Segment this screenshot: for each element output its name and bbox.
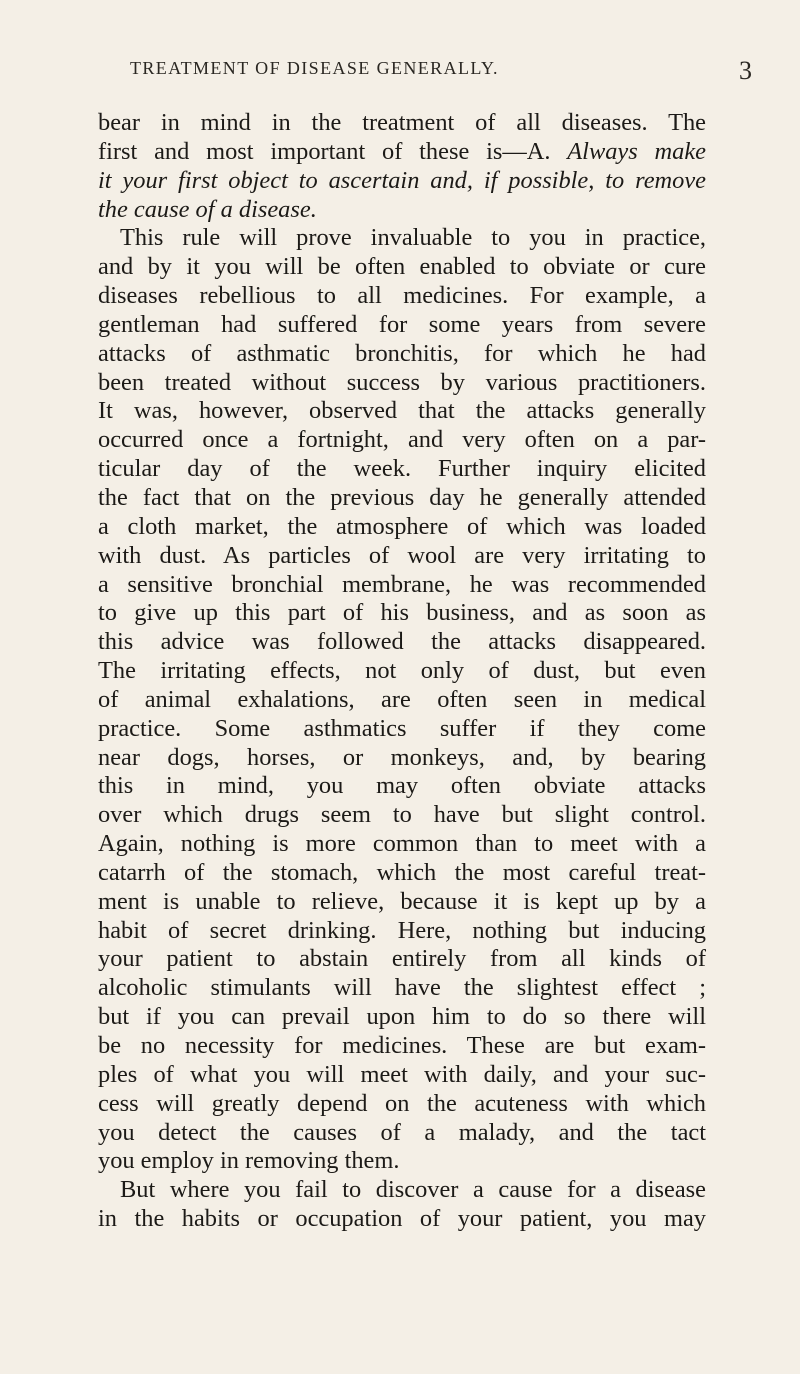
text-line: this advice was followed the attacks disappeared. [98,628,706,656]
text-line: to give up this part of his business, and as soon as [98,599,706,627]
text-line: this in mind, you may often obviate attacks [98,772,706,800]
text-line: catarrh of the stomach, which the most careful treat- [98,858,706,886]
text-line: This rule will prove invaluable to you in practice, [120,224,706,252]
text-line: a cloth market, the atmosphere of which was loaded [98,512,706,540]
text-line: with dust. As particles of wool are very irritating to [98,541,706,569]
rule-emphasis: Always make [567,137,707,165]
text-line: But where you fail to discover a cause for a disease [120,1176,706,1204]
text-line: be no necessity for medicines. These are but exam- [98,1032,706,1059]
text-line: you detect the causes of a malady, and the tact [98,1118,706,1146]
text-line: diseases rebellious to all medicines. For example, a [98,282,706,310]
text-line: It was, however, observed that the attacks generally [98,397,706,425]
text-line: but if you can prevail upon him to do so there will [98,1003,706,1031]
page-number: 3 [739,56,752,85]
text-line: practice. Some asthmatics suffer if they come [98,714,706,742]
text-line: the fact that on the previous day he generally attended [98,483,706,511]
text-line: over which drugs seem to have but slight control. [98,801,706,829]
text-line: Again, nothing is more common than to meet with a [98,830,706,858]
text-line: alcoholic stimulants will have the slightest effect ; [98,974,706,1002]
text-line: cess will greatly depend on the acuteness with which [98,1089,706,1117]
text-line-part: first and most important of these is—A. [98,137,568,165]
text-line: in the habits or occupation of your patient, you may [98,1205,706,1233]
text-line: ples of what you will meet with daily, and your suc- [98,1060,706,1088]
text-line: near dogs, horses, or monkeys, and, by bearing [98,743,706,771]
text-line [98,138,706,167]
text-line: the cause of a disease. [98,195,317,223]
body-text [98,109,706,1234]
text-line: a sensitive bronchial membrane, he was recommended [98,570,706,598]
text-line: of animal exhalations, are often seen in medical [98,685,706,713]
text-line: The irritating effects, not only of dust, but even [98,657,706,685]
text-line: and by it you will be often enabled to obviate or cure [98,253,706,281]
text-line: ticular day of the week. Further inquiry elicited [98,455,706,483]
text-line: ment is unable to relieve, because it is kept up by a [98,887,706,915]
text-line: it your first object to ascertain and, if possible, to remove [98,166,706,194]
text-line: you employ in removing them. [98,1147,400,1175]
text-line: bear in mind in the treatment of all diseases. The [98,109,706,136]
text-line: habit of secret drinking. Here, nothing but inducing [98,916,706,944]
text-line: gentleman had suffered for some years from severe [98,310,706,338]
text-line: attacks of asthmatic bronchitis, for which he had [98,339,706,367]
text-line: been treated without success by various practitioners. [98,368,706,396]
text-line: occurred once a fortnight, and very often on a par- [98,426,706,454]
text-line: your patient to abstain entirely from all kinds of [98,945,706,973]
running-title: TREATMENT OF DISEASE GENERALLY. [130,58,499,78]
